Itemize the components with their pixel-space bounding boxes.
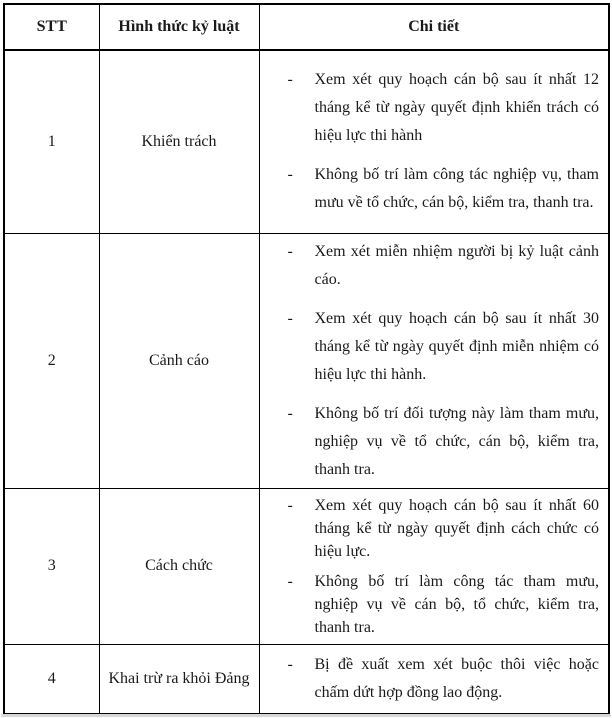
row-4-form: Khai trừ ra khỏi Đảng	[99, 644, 259, 714]
row-2-form: Cảnh cáo	[99, 233, 259, 488]
detail-text: Xem xét quy hoạch cán bộ sau ít nhất 60 tháng kể từ ngày quyết định cách chức có hiệu lực.	[314, 496, 599, 560]
row-3-form: Cách chức	[99, 488, 259, 644]
detail-item	[288, 651, 600, 707]
table-row-1	[4, 50, 609, 233]
row-4-stt: 4	[4, 644, 99, 714]
bullet-dash: -	[287, 404, 293, 422]
table-header-row	[4, 4, 609, 50]
details-list	[260, 238, 600, 484]
bullet-dash: -	[287, 496, 293, 514]
row-2-details	[259, 233, 609, 488]
row-2-stt: 2	[4, 233, 99, 488]
bullet-dash: -	[287, 309, 293, 327]
bullet-dash: -	[287, 572, 293, 590]
column-header-details: Chi tiết	[259, 4, 609, 50]
row-4-details	[259, 644, 609, 714]
detail-text: Không bố trí làm công tác nghiệp vụ, tham mưu về tổ chức, cán bộ, kiểm tra, thanh tra.	[314, 166, 599, 212]
column-header-form: Hình thức kỷ luật	[99, 4, 259, 50]
row-1-form: Khiển trách	[99, 50, 259, 233]
details-list	[260, 494, 600, 639]
bullet-dash: -	[287, 71, 293, 89]
table-row-3	[4, 488, 609, 644]
table-row-4	[4, 644, 609, 714]
row-3-details	[259, 488, 609, 644]
detail-item	[288, 66, 600, 150]
detail-text: Xem xét quy hoạch cán bộ sau ít nhất 12 tháng kể từ ngày quyết định khiển trách có hiệu lực thi hành	[314, 71, 599, 145]
detail-item	[288, 305, 600, 389]
detail-item	[288, 238, 600, 294]
details-list	[260, 651, 600, 707]
bullet-dash: -	[287, 242, 293, 260]
detail-text: Không bố trí đối tượng này làm tham mưu, nghiệp vụ về tổ chức, cán bộ, kiểm tra, thanh tra.	[314, 404, 599, 478]
details-list	[260, 66, 600, 217]
detail-item	[288, 161, 600, 217]
detail-text: Xem xét miễn nhiệm người bị kỷ luật cảnh cáo.	[314, 242, 599, 288]
row-3-stt: 3	[4, 488, 99, 644]
detail-item	[288, 570, 600, 639]
bullet-dash: -	[287, 655, 293, 673]
detail-text: Xem xét quy hoạch cán bộ sau ít nhất 30 tháng kể từ ngày quyết định miễn nhiệm có hiệu lực thi hành.	[314, 309, 599, 383]
detail-text: Không bố trí làm công tác tham mưu, nghiệp vụ về cán bộ, tổ chức, kiểm tra, thanh tra.	[314, 572, 599, 636]
detail-item	[288, 494, 600, 563]
detail-text: Bị đề xuất xem xét buộc thôi việc hoặc chấm dứt hợp đồng lao động.	[314, 655, 599, 701]
page-edge-divider	[1, 714, 611, 717]
row-1-details	[259, 50, 609, 233]
column-header-stt: STT	[4, 4, 99, 50]
row-1-stt: 1	[4, 50, 99, 233]
detail-item	[288, 400, 600, 484]
table-row-2	[4, 233, 609, 488]
bullet-dash: -	[287, 166, 293, 184]
discipline-table	[3, 3, 610, 715]
